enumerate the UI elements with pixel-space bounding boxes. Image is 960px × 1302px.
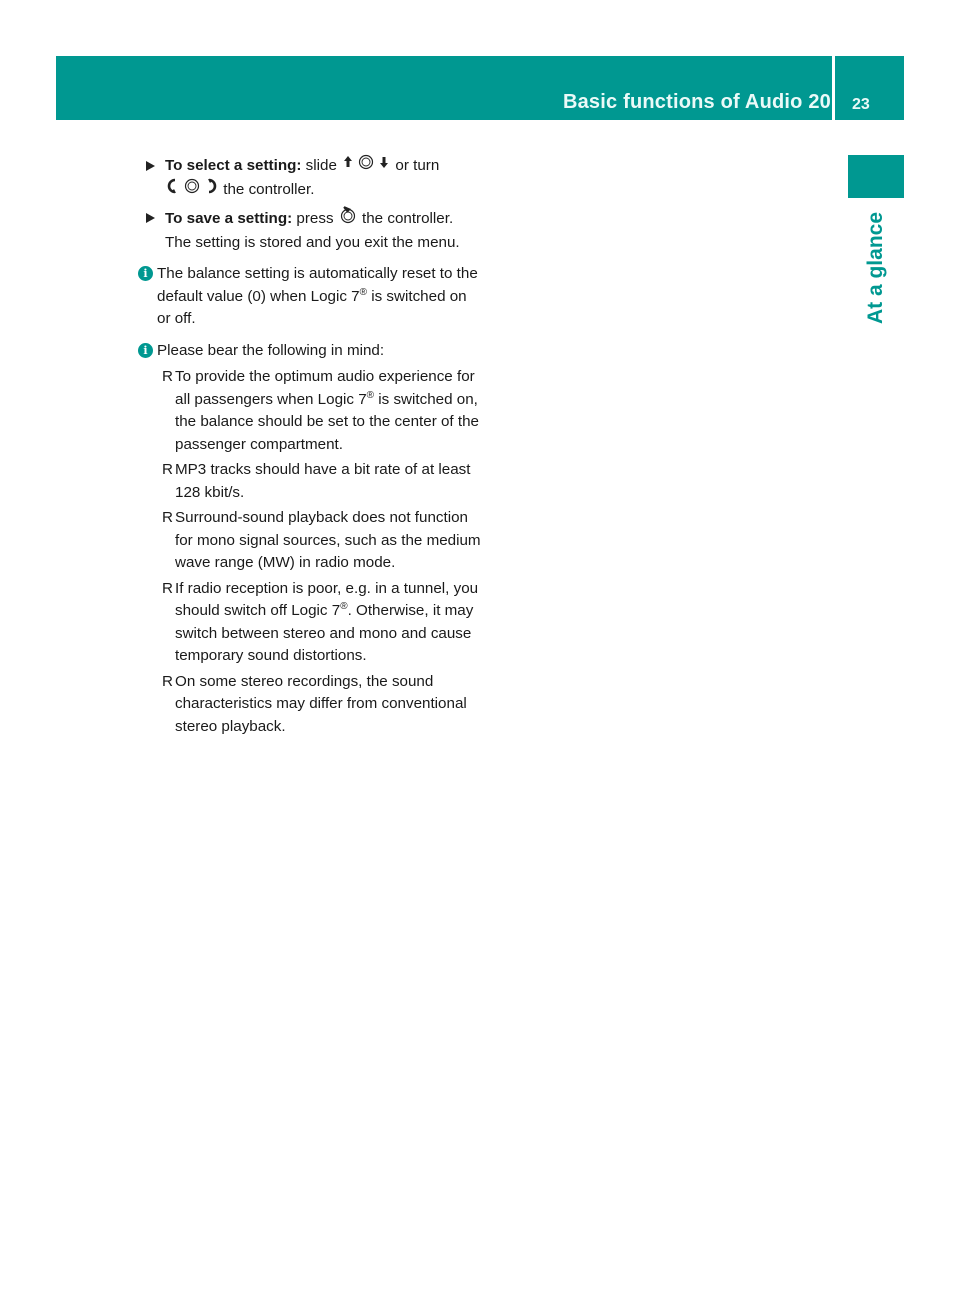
note-text: The balance setting is automatically reset to the default value (0) when Logic 7 [157,265,478,305]
bullet-marker: R [162,509,173,526]
list-item: R MP3 tracks should have a bit rate of at least 128 kbit/s. [162,461,471,501]
info-note [138,263,482,331]
list-item: R To provide the optimum audio experience for all passengers when Logic 7® is switched on, the balance should be set to the center of the passenger compartment. [162,368,479,453]
bullet-marker: R [162,461,173,478]
page-number: 23 [852,96,870,113]
turn-controller-icon [167,178,217,202]
note-intro: Please bear the following in mind: [157,341,385,359]
bullet-marker: R [162,579,173,597]
step-text: or turn [395,156,440,174]
instruction-step [146,206,482,254]
step-text: press [296,209,334,227]
side-tab-label: At a glance [864,211,887,325]
list-item: R If radio reception is poor, e.g. in a tunnel, you should switch off Logic 7®. Otherwise, it may switch between stereo and mono and cause temporary sound distortions. [162,579,479,664]
side-tab-marker [848,155,904,198]
press-controller-icon [340,206,356,232]
step-title: To select a setting: [165,156,302,174]
note-text: is switched on or off. [157,287,467,327]
step-title: To save a setting: [165,209,293,227]
bullet-marker: R [162,368,173,385]
header-divider [832,56,835,120]
step-arrow-icon [146,213,155,223]
info-icon: i [138,266,153,281]
bullet-marker: R [162,672,173,690]
info-icon: i [138,343,153,358]
list-item: R On some stereo recordings, the sound characteristics may differ from conventional stereo playback. [162,672,467,735]
step-arrow-icon [146,161,155,171]
slide-up-down-icon [343,154,389,178]
note-bullet-list [157,366,482,738]
registered-mark: ® [359,286,368,298]
step-text: slide [305,156,337,174]
step-text: the controller. The setting is stored and you exit the menu. [165,209,460,251]
list-item: R Surround-sound playback does not function for mono signal sources, such as the medium wave range (MW) in radio mode. [162,509,481,571]
main-content [143,154,482,741]
section-title: Basic functions of Audio 20 [562,91,831,113]
step-text: the controller. [223,180,315,198]
info-note [138,340,482,739]
instruction-step [146,154,482,201]
page-header [56,56,904,120]
